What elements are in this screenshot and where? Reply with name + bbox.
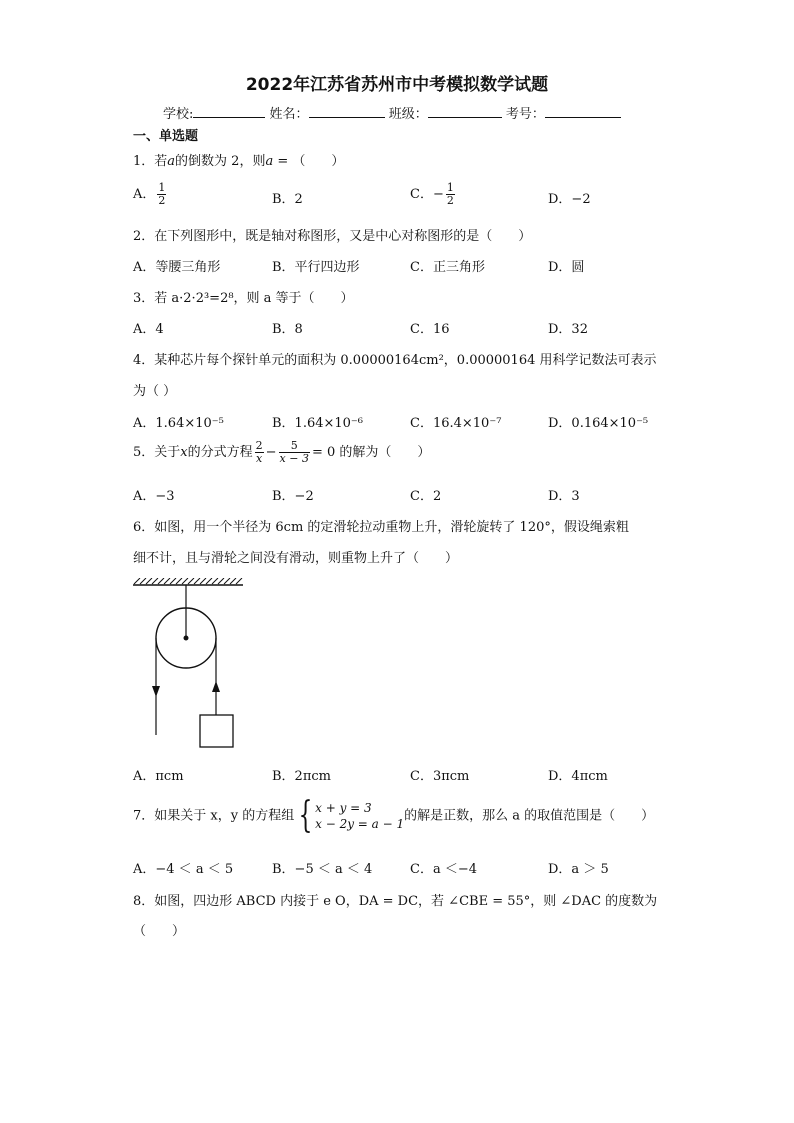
q2-option-b[interactable]: B．平行四边形: [272, 260, 360, 275]
q7-equation-2: x − 2y = a − 1: [315, 817, 405, 831]
q1-a-label: A．: [133, 187, 156, 202]
name-label: 姓名：: [269, 107, 309, 122]
brace-icon: {: [298, 795, 313, 836]
q7-option-d[interactable]: D．a ＞ 5: [548, 862, 609, 877]
q6-option-c[interactable]: C．3πcm: [410, 769, 470, 784]
q1-text: 1．若: [133, 154, 168, 169]
q6-option-b[interactable]: B．2πcm: [272, 769, 331, 784]
q7-text-post: 的解是正数，那么 a 的取值范围是（ ）: [404, 808, 655, 824]
question-4-line-2: 为（ ）: [133, 384, 177, 399]
up-arrow-icon: [212, 681, 220, 692]
q5-option-c[interactable]: C．2: [410, 489, 442, 504]
q5-option-a[interactable]: A．−3: [133, 489, 175, 504]
q1-option-a[interactable]: [133, 182, 168, 207]
q3-option-a[interactable]: A．4: [133, 322, 164, 337]
section-heading: 一、单选题: [133, 129, 199, 144]
page-title: 2022年江苏省苏州市中考模拟数学试题: [245, 75, 549, 95]
name-blank[interactable]: [309, 105, 385, 118]
question-6-line-2: 细不计，且与滑轮之间没有滑动，则重物上升了（ ）: [133, 551, 459, 566]
q1-option-d[interactable]: D．−2: [548, 192, 591, 207]
question-8-line-1: 8．如图，四边形 ABCD 内接于 e O，DA = DC，若 ∠CBE = 55°，则 ∠DAC 的度数为: [133, 894, 658, 909]
q1-a-fraction: [157, 182, 166, 207]
q4-option-d[interactable]: D．0.164×10⁻⁵: [548, 416, 649, 431]
q5-text: 5．关于: [133, 445, 181, 460]
q7-option-a[interactable]: A．−4 ＜ a ＜ 5: [133, 862, 234, 877]
q2-option-d[interactable]: D．圆: [548, 260, 585, 275]
q1-c-label: C．−: [410, 187, 444, 202]
question-2: 2．在下列图形中，既是轴对称图形，又是中心对称图形的是（ ）: [133, 229, 532, 244]
q3-option-d[interactable]: D．32: [548, 322, 588, 337]
q5-var: x: [180, 445, 188, 460]
q4-option-a[interactable]: A．1.64×10⁻⁵: [133, 416, 224, 431]
q1-a-den: 2: [158, 194, 166, 207]
class-blank[interactable]: [428, 105, 502, 118]
class-label: 班级：: [388, 107, 428, 122]
q6-option-d[interactable]: D．4πcm: [548, 769, 608, 784]
question-4-line-1: 4．某种芯片每个探针单元的面积为 0.00000164cm²，0.00000164 用科学记数法可表示: [133, 353, 657, 368]
q2-option-c[interactable]: C．正三角形: [410, 260, 485, 275]
school-blank[interactable]: [193, 105, 265, 118]
q4-option-c[interactable]: C．16.4×10⁻⁷: [410, 416, 502, 431]
q1-c-den: 2: [446, 194, 454, 207]
q5-text-mid: 的分式方程: [187, 445, 253, 460]
q1-option-b[interactable]: B．2: [272, 192, 303, 207]
examno-label: 考号：: [505, 107, 545, 122]
weight-block: [200, 715, 233, 747]
q7-text: 7．如果关于 x，y 的方程组: [133, 808, 295, 824]
question-8-line-2: （ ）: [133, 924, 186, 939]
q5-fraction-1: [255, 440, 264, 465]
q7-option-b[interactable]: B．−5 ＜ a ＜ 4: [272, 862, 373, 877]
q3-option-b[interactable]: B．8: [272, 322, 303, 337]
q1-c-num: 1: [446, 181, 454, 194]
q5-f2-num: 5: [279, 440, 310, 453]
q5-fraction-2: [279, 440, 310, 465]
question-5: [133, 440, 430, 465]
q6-option-a[interactable]: A．πcm: [133, 769, 184, 784]
student-info-line: [163, 103, 621, 122]
question-1: [133, 150, 344, 169]
q5-option-b[interactable]: B．−2: [272, 489, 314, 504]
examno-blank[interactable]: [545, 105, 621, 118]
q1-c-fraction: [446, 182, 455, 207]
question-6-line-1: 6．如图，用一个半径为 6cm 的定滑轮拉动重物上升，滑轮旋转了 120°，假设绳索粗: [133, 520, 629, 535]
q5-f1-num: 2: [255, 439, 263, 452]
q1-a-num: 1: [158, 181, 166, 194]
q3-option-c[interactable]: C．16: [410, 322, 450, 337]
pulley-center: [184, 636, 189, 641]
q1-text-post: = （ ）: [273, 154, 345, 169]
equation-system: [315, 800, 404, 832]
q5-option-d[interactable]: D．3: [548, 489, 580, 504]
q1-var2: a: [265, 154, 274, 169]
question-3: 3．若 a·2·2³=2⁸，则 a 等于（ ）: [133, 291, 354, 306]
q5-f2-den: x − 3: [279, 452, 309, 465]
ceiling-hatch: [133, 578, 243, 585]
q5-f1-den: x: [256, 452, 263, 465]
q2-option-a[interactable]: A．等腰三角形: [133, 260, 221, 275]
question-7: [133, 795, 655, 836]
school-label: 学校:: [163, 107, 194, 122]
down-arrow-icon: [152, 686, 160, 697]
q7-equation-1: x + y = 3: [315, 801, 372, 815]
q5-minus: −: [265, 445, 277, 460]
q7-option-c[interactable]: C．a ＜−4: [410, 862, 477, 877]
q1-text-mid: 的倒数为 2，则: [175, 154, 266, 169]
q4-option-b[interactable]: B．1.64×10⁻⁶: [272, 416, 364, 431]
pulley-diagram: [130, 578, 250, 753]
q1-var: a: [167, 154, 176, 169]
q5-text-post: = 0 的解为（ ）: [311, 445, 431, 460]
q1-option-c[interactable]: [410, 182, 457, 207]
